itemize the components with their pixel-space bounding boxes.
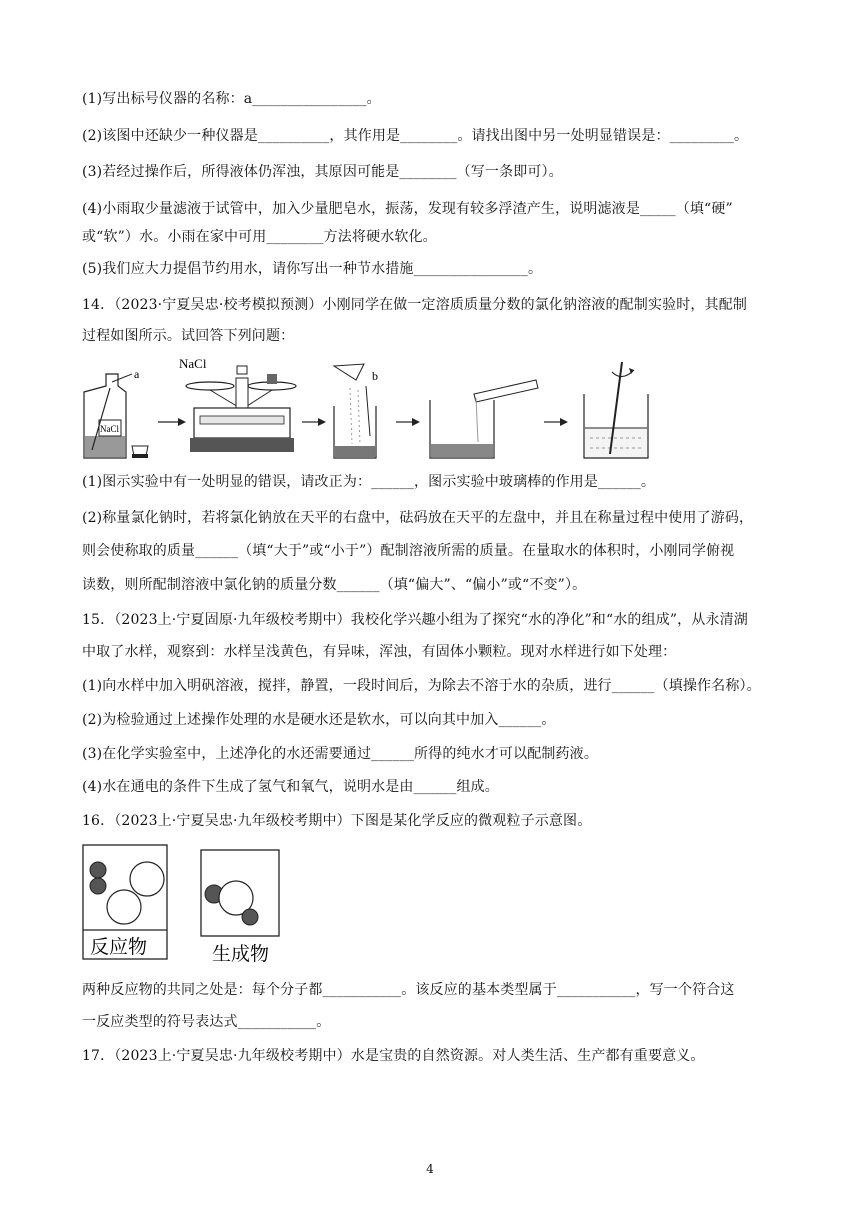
reactant-box	[83, 845, 167, 959]
product-label: 生成物	[212, 943, 270, 965]
q15-part1: (1)向水样中加入明矾溶液，搅拌，静置，一段时间后，为除去不溶于水的杂质，进行______（填操作名称）。	[82, 678, 761, 694]
product-box	[201, 850, 279, 965]
q13-part4-line1: (4)小雨取少量滤液于试管中，加入少量肥皂水，振荡，发现有较多浮渣产生，说明滤液是_____（填“硬”	[82, 201, 733, 217]
q15-stem-line2: 中取了水样，观察到：水样呈浅黄色，有异味，浑浊，有固体小颗粒。现对水样进行如下处理：	[82, 644, 677, 660]
q14-stem-line1: 14．（2023·宁夏吴忠·校考模拟预测）小刚同学在做一定溶质质量分数的氯化钠溶液的配制实验时，其配制	[82, 297, 747, 313]
q14-part1: (1)图示实验中有一处明显的错误，请改正为：______，图示实验中玻璃棒的作用是______。	[82, 474, 656, 490]
q13-part3: (3)若经过操作后，所得液体仍浑浊，其原因可能是________（写一条即可）。	[82, 164, 563, 180]
q15-part2: (2)为检验通过上述操作处理的水是硬水还是软水，可以向其中加入______。	[82, 712, 556, 728]
balance-icon	[179, 358, 296, 452]
beaker-pouring-icon	[334, 364, 378, 458]
reagent-bottle-icon	[84, 367, 148, 458]
figure-solution-preparation	[82, 358, 662, 468]
page-number: 4	[426, 1162, 434, 1176]
balance-nacl-label: NaCl	[179, 358, 207, 371]
q15-part4: (4)水在通电的条件下生成了氢气和氧气，说明水是由______组成。	[82, 779, 499, 795]
bottle-label: NaCl	[100, 424, 119, 434]
q14-part2-line3: 读数，则所配制溶液中氯化钠的质量分数______（填“偏大”、“偏小”或“不变”）。	[82, 577, 587, 593]
beaker-cylinder-icon	[430, 380, 538, 458]
beaker-stirring-icon	[584, 362, 648, 458]
q16-part1-line2: 一反应类型的符号表达式___________。	[82, 1014, 331, 1030]
q14-stem-line2: 过程如图所示。试回答下列问题：	[82, 328, 295, 344]
q13-part2: (2)该图中还缺少一种仪器是__________，其作用是________。请找出图中另一处明显错误是：_________。	[82, 128, 749, 144]
q17-stem: 17．（2023上·宁夏吴忠·九年级校考期中）水是宝贵的自然资源。对人类生活、生产都有重要意义。	[82, 1048, 705, 1064]
q16-stem: 16．（2023上·宁夏吴忠·九年级校考期中）下图是某化学反应的微观粒子示意图。	[82, 813, 592, 829]
label-a: a	[134, 367, 140, 381]
q14-part2-line1: (2)称量氯化钠时，若将氯化钠放在天平的右盘中，砝码放在天平的左盘中，并且在称量过程中使用了游码，	[82, 510, 754, 526]
q15-part3: (3)在化学实验室中，上述净化的水还需要通过______所得的纯水才可以配制药液。	[82, 746, 598, 762]
label-b: b	[372, 369, 378, 383]
q13-part1: (1)写出标号仪器的名称：a________________。	[82, 91, 381, 107]
q16-part1-line1: 两种反应物的共同之处是：每个分子都___________。该反应的基本类型属于___________，写一个符合这	[82, 982, 735, 998]
q13-part5: (5)我们应大力提倡节约用水，请你写出一种节水措施________________。	[82, 261, 543, 277]
q14-part2-line2: 则会使称取的质量______（填“大于”或“小于”）配制溶液所需的质量。在量取水的体积时，小刚同学俯视	[82, 543, 735, 559]
reactant-label: 反应物	[90, 936, 148, 958]
figure-reaction-particles	[82, 844, 282, 966]
q15-stem-line1: 15．（2023上·宁夏固原·九年级校考期中）我校化学兴趣小组为了探究“水的净化”和“水的组成”，从永清湖	[82, 612, 748, 628]
q13-part4-line2: 或“软”）水。小雨在家中可用________方法将硬水软化。	[82, 229, 437, 245]
